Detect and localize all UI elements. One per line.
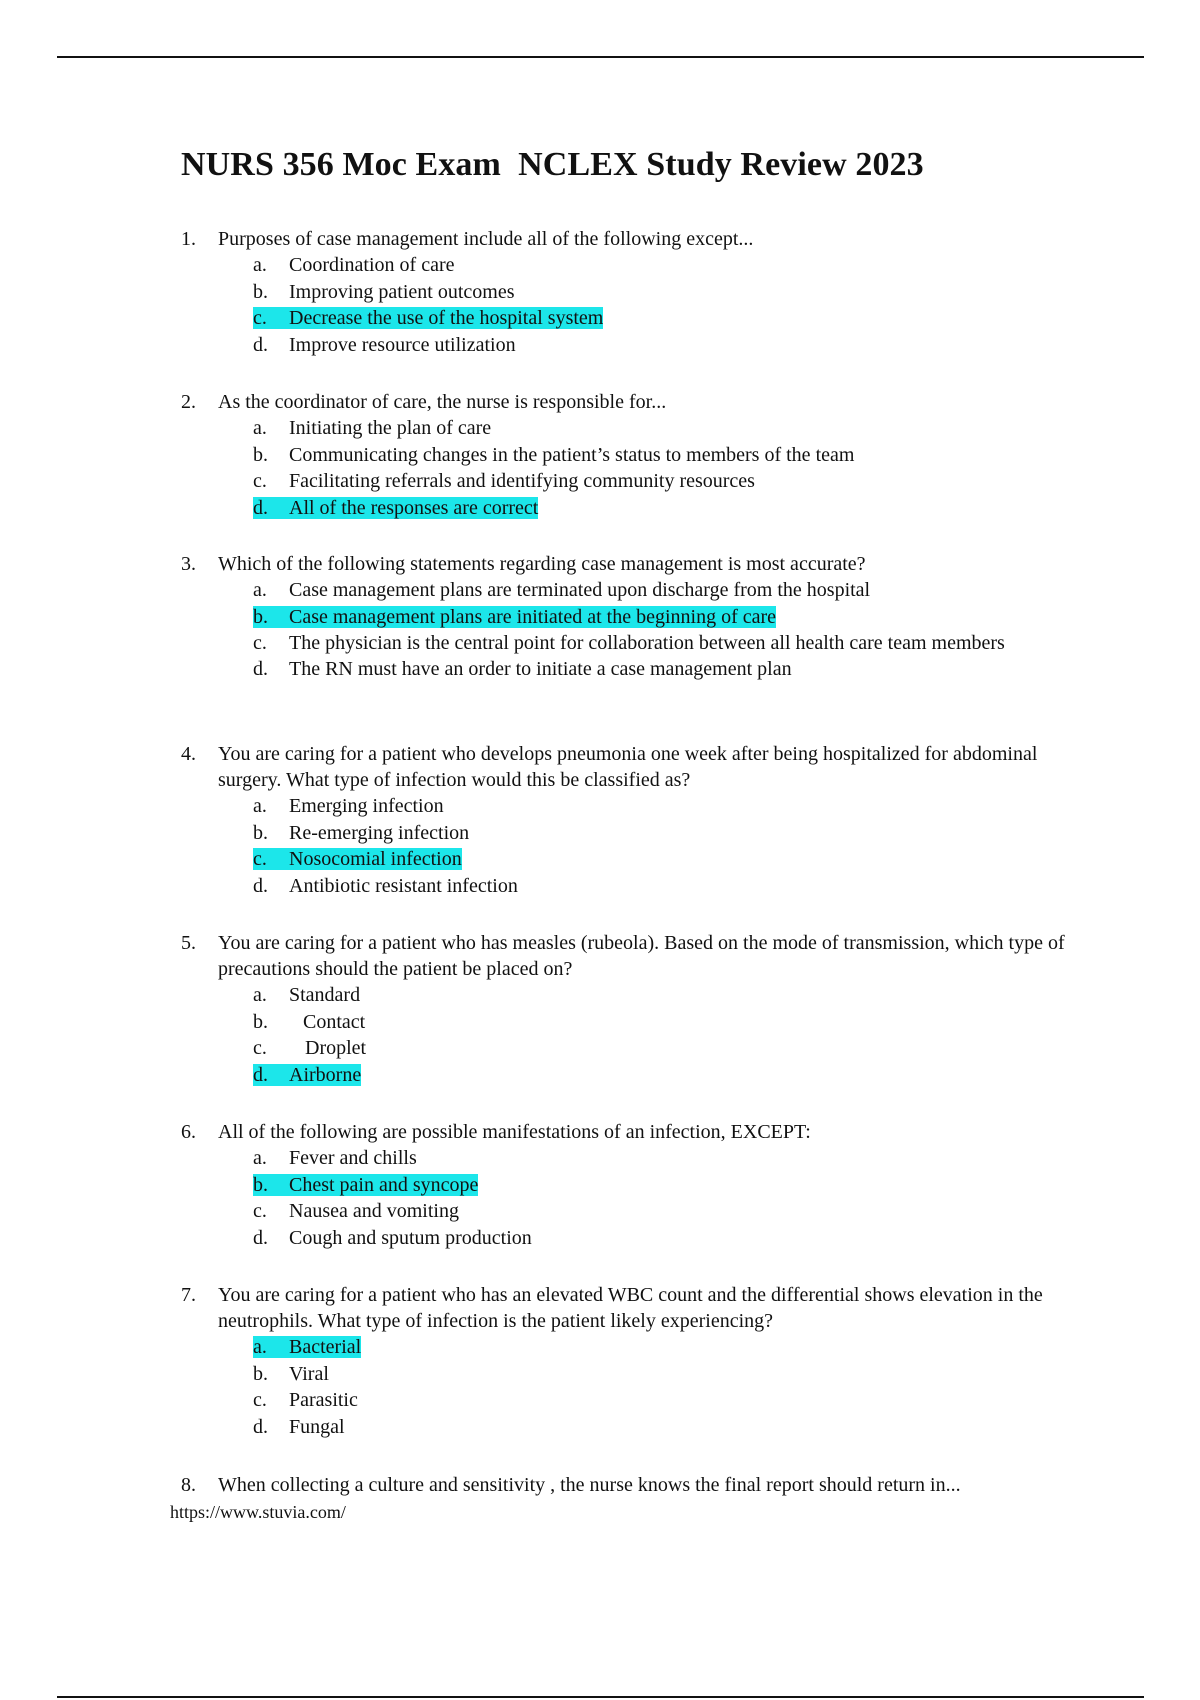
option-a: a. Case management plans are terminated upon discharge from the hospital — [253, 579, 871, 601]
option-a: a. Coordination of care — [253, 254, 455, 276]
option-b-correct — [253, 1172, 1091, 1199]
question-number: 7. — [181, 1284, 196, 1306]
answer-highlight: d. Airborne — [253, 1063, 362, 1086]
question-text: As the coordinator of care, the nurse is responsible for... — [218, 391, 667, 413]
question-number: 8. — [181, 1474, 196, 1496]
question-text: When collecting a culture and sensitivity , the nurse knows the final report should return in... — [218, 1474, 961, 1496]
question-text: You are caring for a patient who has measles (rubeola). Based on the mode of transmission, which type of precautions should the patient be placed on? — [218, 932, 1065, 980]
question-number: 5. — [181, 932, 196, 954]
option-b: b. Communicating changes in the patient’s status to members of the team — [253, 443, 855, 466]
option-c: c. Nausea and vomiting — [253, 1200, 459, 1222]
option-d: d. The RN must have an order to initiate a case management plan — [253, 658, 792, 680]
option-b: b. Re-emerging infection — [253, 821, 470, 844]
option-c: c. Facilitating referrals and identifying community resources — [253, 470, 755, 492]
option-d-correct — [253, 495, 1091, 522]
option-c: c. The physician is the central point for collaboration between all health care team members — [253, 632, 1005, 654]
answer-options — [253, 415, 1091, 521]
option-a: a. Emerging infection — [253, 795, 444, 817]
option-b: b. Contact — [253, 1010, 366, 1033]
footer-url: https://www.stuvia.com/ — [170, 1502, 346, 1522]
question-number: 4. — [181, 743, 196, 765]
option-d: d. Antibiotic resistant infection — [253, 874, 518, 897]
answer-options — [253, 577, 1091, 683]
top-rule — [57, 56, 1144, 58]
question-2 — [181, 389, 1091, 521]
answer-highlight: a. Bacterial — [253, 1336, 362, 1358]
document-title: NURS 356 Moc Exam NCLEX Study Review 2023 — [181, 146, 924, 183]
option-b: b. Improving patient outcomes — [253, 280, 515, 303]
answer-highlight: c. Decrease the use of the hospital system — [253, 307, 604, 329]
option-c-correct — [253, 846, 1091, 873]
question-5 — [181, 930, 1091, 1088]
option-a: a. Initiating the plan of care — [253, 417, 492, 439]
option-b-correct — [253, 604, 1091, 631]
option-a-correct — [253, 1334, 1091, 1361]
option-c: c. Droplet — [253, 1037, 367, 1059]
answer-options — [253, 252, 1091, 358]
bottom-rule — [57, 1696, 1144, 1698]
question-number: 6. — [181, 1121, 196, 1143]
question-number: 2. — [181, 391, 196, 413]
option-c: c. Parasitic — [253, 1389, 358, 1411]
question-7 — [181, 1282, 1091, 1440]
question-6 — [181, 1119, 1091, 1251]
question-text: You are caring for a patient who develops pneumonia one week after being hospitalized for abdominal surgery. What type of infection would this be classified as? — [218, 743, 1038, 791]
question-8 — [181, 1472, 1091, 1498]
option-a: a. Standard — [253, 984, 361, 1006]
question-number: 1. — [181, 228, 196, 250]
question-text: All of the following are possible manifestations of an infection, EXCEPT: — [218, 1121, 811, 1143]
option-a: a. Fever and chills — [253, 1147, 417, 1169]
question-3 — [181, 551, 1091, 683]
answer-highlight: b. Chest pain and syncope — [253, 1173, 479, 1196]
question-1 — [181, 226, 1091, 358]
option-d: d. Improve resource utilization — [253, 333, 516, 356]
answer-options — [253, 982, 1091, 1088]
answer-options — [253, 1145, 1091, 1251]
answer-highlight: b. Case management plans are initiated at the beginning of care — [253, 605, 777, 628]
answer-highlight: c. Nosocomial infection — [253, 848, 462, 870]
option-c-correct — [253, 305, 1091, 332]
answer-highlight: d. All of the responses are correct — [253, 496, 539, 519]
question-4 — [181, 741, 1091, 899]
option-b: b. Viral — [253, 1362, 329, 1385]
answer-options — [253, 1334, 1091, 1440]
option-d: d. Fungal — [253, 1415, 345, 1438]
answer-options — [253, 793, 1091, 899]
question-number: 3. — [181, 553, 196, 575]
question-text: Which of the following statements regarding case management is most accurate? — [218, 553, 866, 575]
option-d-correct — [253, 1062, 1091, 1089]
question-text: Purposes of case management include all of the following except... — [218, 228, 754, 250]
question-text: You are caring for a patient who has an elevated WBC count and the differential shows elevation in the neutrophils. What type of infection is the patient likely experiencing? — [218, 1284, 1043, 1332]
option-d: d. Cough and sputum production — [253, 1226, 532, 1249]
